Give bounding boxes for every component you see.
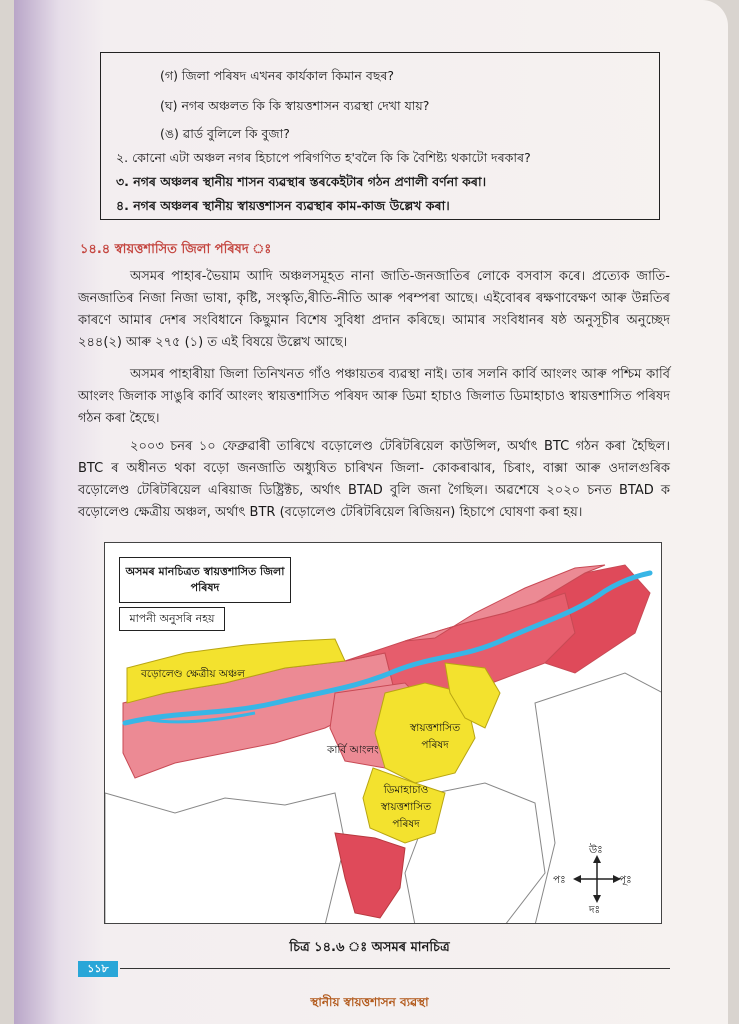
compass-north: উঃ	[589, 844, 603, 856]
map-scale-note: মাপনী অনুসৰি নহয়	[119, 607, 225, 631]
exercise-question-ga: (গ) জিলা পৰিষদ এখনৰ কাৰ্যকাল কিমান বছৰ?	[160, 68, 395, 83]
compass-east: পূঃ	[619, 874, 632, 886]
compass-south: দঃ	[589, 904, 601, 916]
barak-valley-districts	[335, 833, 405, 918]
exercise-question-3: ৩. নগৰ অঞ্চলৰ স্থানীয় শাসন ব্যৱস্থাৰ স্তৰকেইটাৰ গঠন প্ৰণালী বৰ্ণনা কৰা।	[116, 174, 487, 189]
label-karbi-anglong: কাৰ্বি আংলং	[327, 744, 379, 756]
paragraph-2: অসমৰ পাহাৰীয়া জিলা তিনিখনত গাঁও পঞ্চায়তৰ ব্যৱস্থা নাই। তাৰ সলনি কাৰ্বি আংলং আৰু পশ্চিম কাৰ্বি আংলং জিলাক সাঙুৰি কাৰ্বি আংলং স্বায়ত্তশাসিত পৰিষদ আৰু ডিমা হাচাও জিলাত ডিমাহাচাও স্বায়ত্তশাসিত পৰিষদ গঠন কৰা হৈছে।	[78, 367, 670, 426]
page-number: ১১৮	[78, 961, 118, 977]
paragraph-3: ২০০৩ চনৰ ১০ ফেব্ৰুৱাৰী তাৰিখে বড়োলেণ্ড টেৰিটৰিয়েল কাউন্সিল, অৰ্থাৎ BTC গঠন কৰা হৈছিল। BTC ৰ অধীনত থকা বড়ো জনজাতি অধ্যুষিত চাৰিখন জিলা- কোকৰাঝাৰ, চিৰাং, বাক্সা আৰু ওদালগুৰিক বড়োলেণ্ড টেৰিটৰিয়েল এৰিয়াজ ডিষ্ট্ৰিক্টচ, অৰ্থাৎ BTAD বুলি জনা গৈছিল। অৱশেষে ২০২০ চনত BTAD ক বড়োলেণ্ড ক্ষেত্ৰীয় অঞ্চল, অৰ্থাৎ BTR (বড়োলেণ্ড টেৰিটৰিয়েল ৰিজিয়ন) হিচাপে ঘোষণা কৰা হয়।	[78, 439, 670, 520]
label-dima-hasao: ডিমাহাচাও স্বায়ত্তশাসিত পৰিষদ	[380, 784, 432, 830]
figure-caption: চিত্ৰ ১৪.৬ ঃ অসমৰ মানচিত্ৰ	[289, 940, 450, 955]
assam-map	[104, 542, 662, 924]
footer-text: স্থানীয় স্বায়ত্তশাসন ব্যৱস্থা	[310, 995, 429, 1009]
exercise-question-2: ২. কোনো এটা অঞ্চল নগৰ হিচাপে পৰিগণিত হ'বলৈ কি কি বৈশিষ্ট্য থকাটো দৰকাৰ?	[116, 150, 531, 165]
label-btr: বড়োলেণ্ড ক্ষেত্ৰীয় অঞ্চল	[141, 668, 245, 680]
exercise-question-4: ৪. নগৰ অঞ্চলৰ স্থানীয় স্বায়ত্তশাসন ব্যৱস্থাৰ কাম-কাজ উল্লেখ কৰা।	[116, 198, 450, 213]
exercise-question-gha: (ঘ) নগৰ অঞ্চলত কি কি স্বায়ত্তশাসন ব্যৱস্থা দেখা যায়?	[160, 98, 430, 113]
exercise-question-umo: (ঙ) ৱাৰ্ড বুলিলে কি বুজা?	[160, 126, 290, 141]
paragraph-1: অসমৰ পাহাৰ-ভৈয়াম আদি অঞ্চলসমূহত নানা জাতি-জনজাতিৰ লোকে বসবাস কৰে। প্ৰত্যেক জাতি-জনজাতিৰ নিজা নিজা ভাষা, কৃষ্টি, সংস্কৃতি,ৰীতি-নীতি আৰু পৰম্পৰা আছে। এইবোৰৰ ৰক্ষণাবেক্ষণ আৰু উন্নতিৰ কাৰণে আমাৰ দেশৰ সংবিধানে কিছুমান বিশেষ সুবিধা প্ৰদান কৰিছে। আমাৰ সংবিধানৰ ষষ্ঠ অনুসূচীৰ অনুচ্ছেদ ২৪৪(২) আৰু ২৭৫ (১) ত এই বিষয়ে উল্লেখ আছে।	[78, 269, 670, 350]
section-heading: ১৪.৪ স্বায়ত্তশাসিত জিলা পৰিষদ ঃ	[80, 242, 272, 257]
compass-west: পঃ	[553, 874, 566, 886]
map-title: অসমৰ মানচিত্ৰত স্বায়ত্তশাসিত জিলা পৰিষদ	[119, 557, 291, 603]
label-autonomous-council: স্বায়ত্তশাসিত পৰিষদ	[409, 722, 461, 751]
footer-rule	[120, 968, 670, 969]
